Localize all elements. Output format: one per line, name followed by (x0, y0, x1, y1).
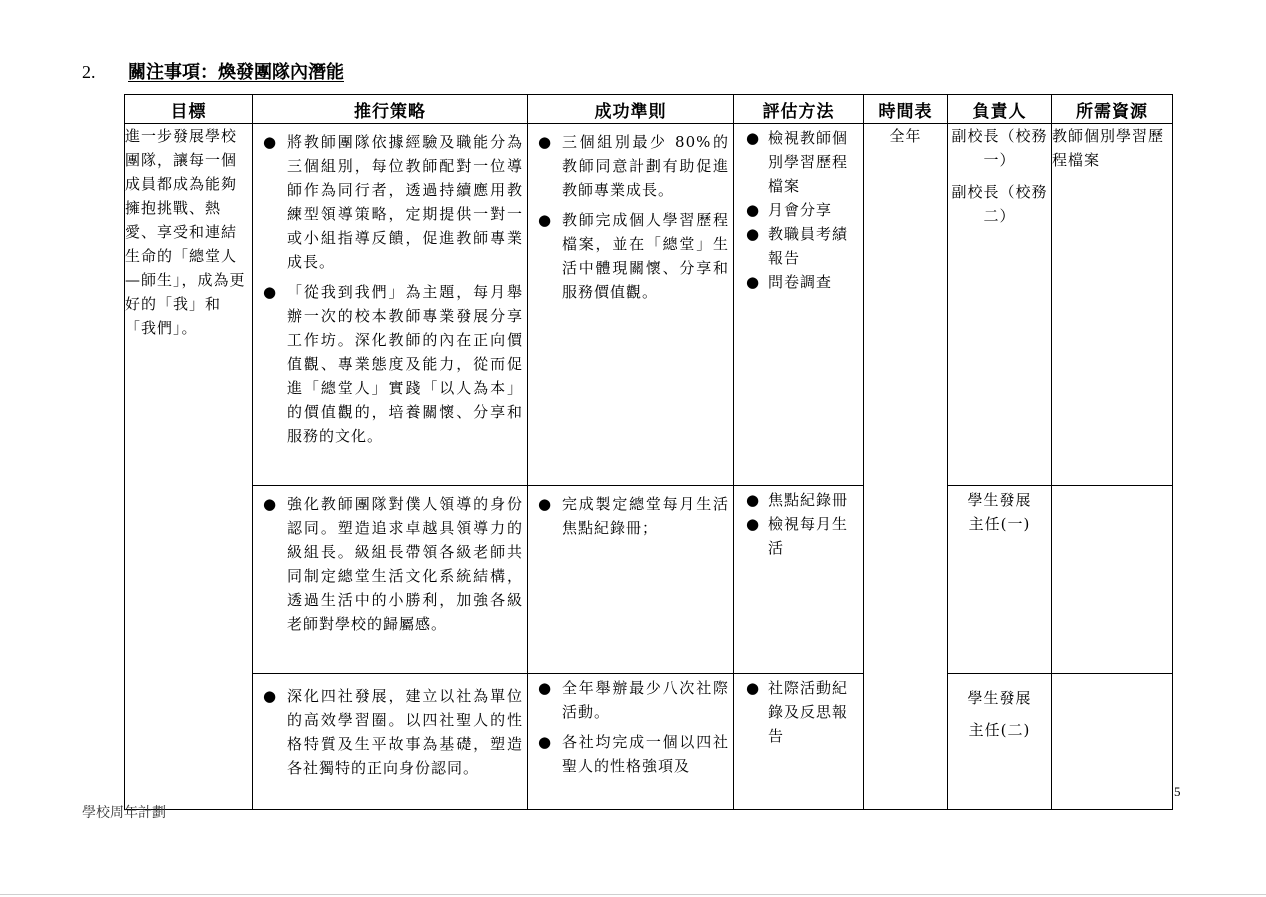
evaluation-cell (734, 674, 864, 810)
evaluation-item: ● 問卷調查 (746, 270, 861, 294)
evaluation-item: ● 月會分享 (746, 198, 861, 222)
header-evaluation: 評估方法 (734, 95, 864, 124)
owner-cell (948, 486, 1052, 674)
section-heading (82, 60, 344, 84)
header-timeline: 時間表 (864, 95, 948, 124)
criteria-item: ● 完成製定總堂每月生活焦點紀錄冊； (538, 492, 729, 540)
bullet-icon: ● (746, 201, 761, 219)
owner-name: 學生發展主任(一) (967, 491, 1032, 533)
bullet-icon: ● (263, 133, 278, 151)
bullet-icon: ● (746, 679, 761, 697)
resources-cell (1052, 486, 1173, 674)
table-row (125, 486, 1173, 674)
evaluation-cell (734, 124, 864, 486)
goal-text: 進一步發展學校團隊，讓每一個成員都成為能夠擁抱挑戰、熱愛、享受和連結生命的「總堂人—師生」，成為更好的「我」和「我們」。 (125, 127, 246, 337)
criteria-cell (528, 486, 734, 674)
bullet-icon: ● (263, 495, 278, 513)
bullet-icon: ● (746, 225, 761, 243)
criteria-item: ● 各社均完成一個以四社聖人的性格強項及 (538, 730, 729, 778)
owner-name: 學生發展主任(二) (967, 689, 1032, 739)
plan-table (124, 94, 1173, 810)
bullet-icon: ● (538, 211, 553, 229)
resources-cell (1052, 674, 1173, 810)
strategy-cell (253, 486, 528, 674)
evaluation-cell (734, 486, 864, 674)
table-row (125, 674, 1173, 810)
bullet-icon: ● (538, 679, 553, 697)
bullet-icon: ● (746, 491, 761, 509)
resources-cell (1052, 124, 1173, 486)
timeline-cell (864, 124, 948, 810)
table-row (125, 124, 1173, 486)
header-criteria: 成功準則 (528, 95, 734, 124)
bullet-icon: ● (538, 133, 553, 151)
criteria-cell (528, 124, 734, 486)
bullet-icon: ● (263, 687, 278, 705)
bullet-icon: ● (538, 733, 553, 751)
strategy-item: ● 深化四社發展，建立以社為單位的高效學習圈。以四社聖人的性格特質及生平故事為基礎，塑造各社獨特的正向身份認同。 (263, 684, 523, 780)
bullet-icon: ● (746, 515, 761, 533)
strategy-cell (253, 124, 528, 486)
criteria-cell (528, 674, 734, 810)
section-title: 關注事項：煥發團隊內潛能 (128, 62, 344, 82)
resources-text: 教師個別學習歷程檔案 (1052, 127, 1165, 169)
criteria-item: ● 三個組別最少 80%的教師同意計劃有助促進教師專業成長。 (538, 130, 729, 202)
bullet-icon: ● (263, 283, 278, 301)
bullet-icon: ● (538, 495, 553, 513)
owner-cell (948, 124, 1052, 486)
evaluation-item: ● 教職員考績報告 (746, 222, 861, 270)
goal-cell (125, 124, 253, 810)
timeline-text: 全年 (889, 127, 922, 145)
table-header-row (125, 95, 1173, 124)
criteria-item: ● 全年舉辦最少八次社際活動。 (538, 676, 729, 724)
section-number: 2. (82, 62, 96, 82)
page-footer: 學校周年計劃 (82, 805, 166, 821)
strategy-item: ● 「從我到我們」為主題，每月舉辦一次的校本教師專業發展分享工作坊。深化教師的內在正向價值觀、專業態度及能力，從而促進「總堂人」實踐「以人為本」的價值觀的，培養關懷、分享和服務的文化。 (263, 280, 523, 448)
criteria-item: ● 教師完成個人學習歷程檔案，並在「總堂」生活中體現關懷、分享和服務價值觀。 (538, 208, 729, 304)
page-number: 5 (1174, 784, 1181, 799)
evaluation-item: ● 社際活動紀錄及反思報告 (746, 676, 861, 748)
strategy-item: ● 強化教師團隊對僕人領導的身份認同。塑造追求卓越具領導力的級組長。級組長帶領各級老師共同制定總堂生活文化系統結構，透過生活中的小勝利，加強各級老師對學校的歸屬感。 (263, 492, 523, 636)
header-goal: 目標 (125, 95, 253, 124)
strategy-item: ● 將教師團隊依據經驗及職能分為三個組別，每位教師配對一位導師作為同行者，透過持續應用教練型領導策略，定期提供一對一或小組指導反饋，促進教師專業成長。 (263, 130, 523, 274)
bullet-icon: ● (746, 129, 761, 147)
evaluation-item: ● 檢視教師個別學習歷程檔案 (746, 126, 861, 198)
owner-name: 副校長（校務二） (951, 183, 1048, 225)
strategy-cell (253, 674, 528, 810)
owner-name: 副校長（校務一） (951, 127, 1048, 169)
header-strategy: 推行策略 (253, 95, 528, 124)
evaluation-item: ● 焦點紀錄冊 (746, 488, 861, 512)
page-bottom-divider (0, 894, 1266, 895)
owner-cell (948, 674, 1052, 810)
header-owner: 負責人 (948, 95, 1052, 124)
evaluation-item: ● 檢視每月生活 (746, 512, 861, 560)
header-resources: 所需資源 (1052, 95, 1173, 124)
bullet-icon: ● (746, 273, 761, 291)
